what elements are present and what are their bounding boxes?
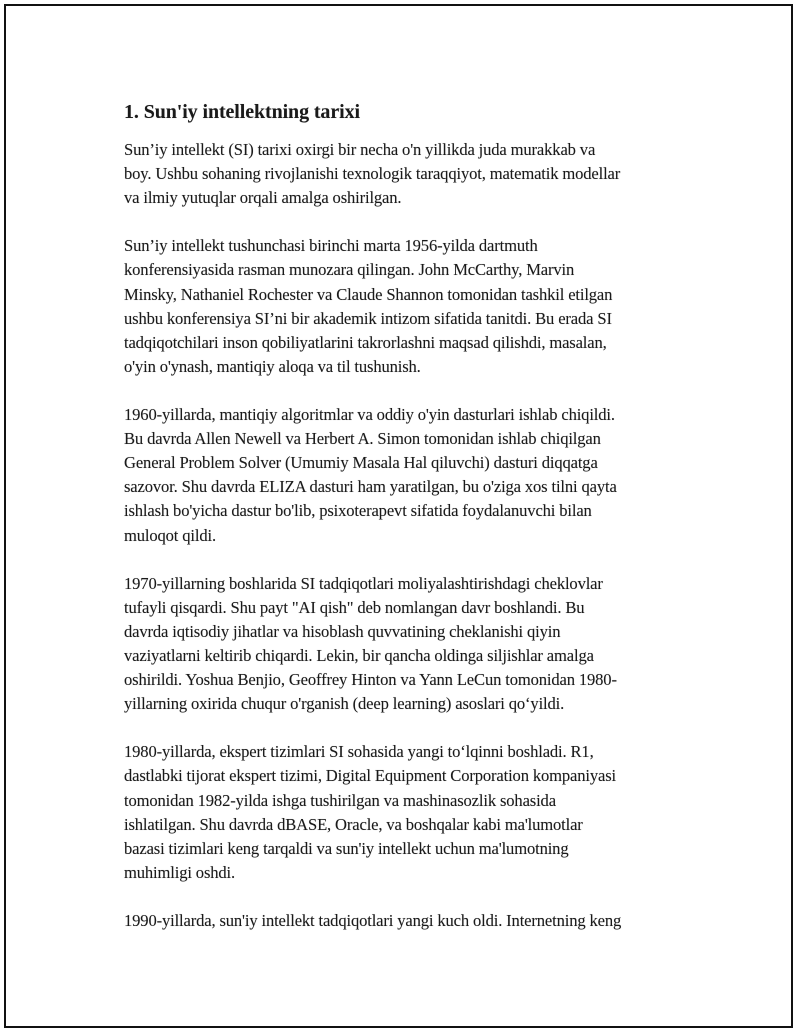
text-line: ushbu konferensiya SI’ni bir akademik intizom sifatida tanitdi. Bu erada SI bbox=[124, 308, 612, 328]
paragraph-intro bbox=[124, 138, 690, 210]
text-line: tadqiqotchilari inson qobiliyatlarini takrorlashni maqsad qilishdi, masalan, bbox=[124, 332, 607, 352]
text-line: 1990-yillarda, sun'iy intellekt tadqiqotlari yangi kuch oldi. Internetning keng bbox=[124, 911, 622, 930]
paragraph-1980s bbox=[124, 740, 690, 885]
text-line: davrda iqtisodiy jihatlar va hisoblash quvvatining cheklanishi qiyin bbox=[124, 621, 561, 641]
text-line: Sun’iy intellekt tushunchasi birinchi marta 1956-yilda dartmuth bbox=[124, 236, 538, 256]
text-line: boy. Ushbu sohaning rivojlanishi texnologik taraqqiyot, matematik modellar bbox=[124, 164, 621, 184]
text-line: va ilmiy yutuqlar orqali amalga oshirilgan. bbox=[124, 188, 402, 208]
section-heading: 1. Sun'iy intellektning tarixi bbox=[124, 101, 360, 123]
text-line: oshirildi. Yoshua Benjio, Geoffrey Hinton va Yann LeCun tomonidan 1980- bbox=[124, 670, 617, 690]
text-line: muloqot qildi. bbox=[124, 525, 216, 545]
text-line: ishlash bo'yicha dastur bo'lib, psixoterapevt sifatida foydalanuvchi bilan bbox=[124, 501, 592, 521]
paragraph-1960s bbox=[124, 403, 690, 548]
text-line: Minsky, Nathaniel Rochester va Claude Shannon tomonidan tashkil etilgan bbox=[124, 284, 613, 304]
text-line: 1960-yillarda, mantiqiy algoritmlar va oddiy o'yin dasturlari ishlab chiqildi. bbox=[124, 405, 615, 425]
text-line: dastlabki tijorat ekspert tizimi, Digital Equipment Corporation kompaniyasi bbox=[124, 766, 616, 786]
text-line: Bu davrda Allen Newell va Herbert A. Simon tomonidan ishlab chiqilgan bbox=[124, 429, 601, 449]
text-line: 1980-yillarda, ekspert tizimlari SI sohasida yangi to‘lqinni boshladi. R1, bbox=[124, 742, 594, 762]
paragraph-dartmouth bbox=[124, 234, 690, 379]
text-line: 1970-yillarning boshlarida SI tadqiqotlari moliyalashtirishdagi cheklovlar bbox=[124, 573, 603, 593]
page-frame bbox=[4, 4, 793, 1028]
text-line: vaziyatlarni keltirib chiqardi. Lekin, bir qancha oldinga siljishlar amalga bbox=[124, 645, 594, 665]
text-line: tomonidan 1982-yilda ishga tushirilgan va mashinasozlik sohasida bbox=[124, 790, 556, 810]
text-line: yillarning oxirida chuqur o'rganish (deep learning) asoslari qo‘yildi. bbox=[124, 694, 565, 714]
text-line: General Problem Solver (Umumiy Masala Hal qiluvchi) dasturi diqqatga bbox=[124, 453, 598, 473]
text-line: konferensiyasida rasman munozara qilingan. John McCarthy, Marvin bbox=[124, 260, 575, 280]
text-line: muhimligi oshdi. bbox=[124, 862, 236, 882]
text-line: tufayli qisqardi. Shu payt "AI qish" deb nomlangan davr boshlandi. Bu bbox=[124, 597, 585, 617]
text-line: o'yin o'ynash, mantiqiy aloqa va til tushunish. bbox=[124, 356, 421, 376]
text-line: sazovor. Shu davrda ELIZA dasturi ham yaratilgan, bu o'ziga xos tilni qayta bbox=[124, 477, 617, 497]
paragraph-1970s bbox=[124, 572, 690, 717]
text-line: Sun’iy intellekt (SI) tarixi oxirgi bir necha o'n yillikda juda murakkab va bbox=[124, 140, 596, 159]
document-body bbox=[124, 100, 690, 957]
paragraph-1990s bbox=[124, 909, 690, 933]
text-line: ishlatilgan. Shu davrda dBASE, Oracle, va boshqalar kabi ma'lumotlar bbox=[124, 814, 583, 834]
text-line: bazasi tizimlari keng tarqaldi va sun'iy intellekt uchun ma'lumotning bbox=[124, 838, 569, 858]
